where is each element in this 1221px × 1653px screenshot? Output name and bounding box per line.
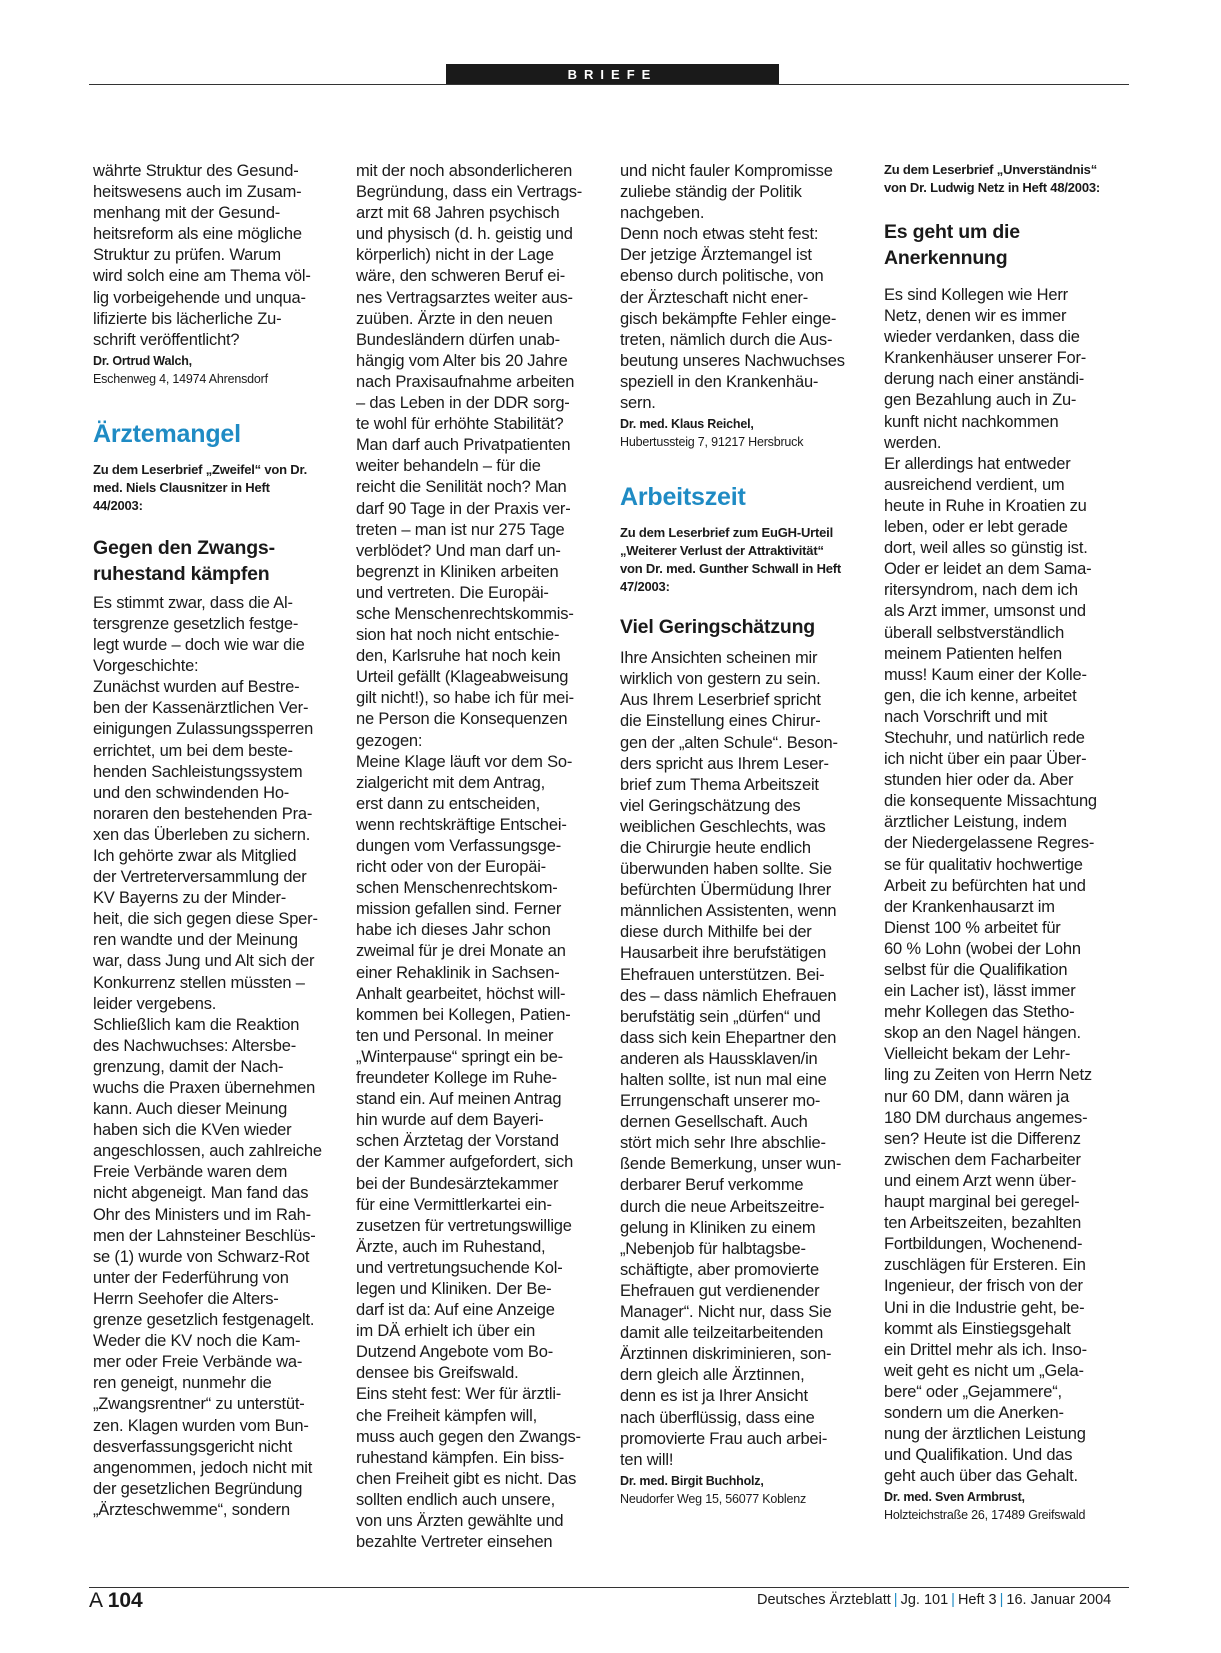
text-line: werden. [884,433,942,452]
text-line: Viel Geringschätzung [620,616,816,639]
text-line: richt oder von der Europäi- [356,858,546,877]
text-line: ebenso durch politische, von [620,267,824,286]
text-line: dernen Gesellschaft. Auch [620,1113,808,1132]
text-line: desverfassungsgericht nicht [93,1437,293,1456]
text-line: den, Karlsruhe hat noch kein [356,647,561,666]
text-line: zialgericht mit dem Antrag, [356,773,546,792]
text-line: med. Niels Clausnitzer in Heft [93,479,270,495]
text-line: Fortbildungen, Wochenend- [884,1235,1083,1254]
text-line: kunft nicht nachkommen [884,412,1059,431]
text-line: weiblichen Geschlechts, was [620,817,826,836]
text-line: ausreichend verdient, um [884,475,1065,494]
text-line: sion hat noch nicht entschie- [356,626,560,645]
text-line: ten Arbeitszeiten, bezahlten [884,1214,1082,1233]
text-line: Ehefrauen unterstützen. Bei- [620,965,825,984]
text-line: überwunden haben sollte. Sie [620,860,832,879]
text-line: ruhestand kämpfen [93,562,270,585]
text-line: Aus Ihrem Leserbrief spricht [620,691,821,710]
text-line: die konsequente Missachtung [884,792,1097,811]
text-line: Meine Klage läuft vor dem So- [356,752,573,771]
text-line: ren geneigt, nunmehr die [93,1374,272,1393]
journal-date: 16. Januar 2004 [1006,1592,1112,1608]
text-line: Dienst 100 % arbeitet für [884,918,1061,937]
text-line: Errungenschaft unserer mo- [620,1092,821,1111]
text-line: ärztlicher Leistung, indem [884,813,1067,832]
text-line: Es stimmt zwar, dass die Al- [93,593,293,612]
text-line: ein Lacher ist), lässt immer [884,982,1076,1001]
letter-reference [93,461,348,515]
text-line: errichtet, um bei dem beste- [93,741,293,760]
text-line: sondern um die Anerken- [884,1403,1064,1422]
text-line: arzt mit 68 Jahren psychisch [356,204,560,223]
text-line: nach überflüssig, dass eine [620,1408,815,1427]
text-line: schäftigte, aber promovierte [620,1260,819,1279]
text-line: grenze gesetzlich festgenagelt. [93,1311,315,1330]
text-line: henden Sachleistungssystem [93,762,303,781]
text-line: treten – man ist nur 275 Tage [356,520,565,539]
text-line: hin wurde auf dem Bayeri- [356,1111,544,1130]
text-line: denn es ist ja Ihrer Ansicht [620,1387,808,1406]
text-line: chen Freiheit gibt es nicht. Das [356,1469,577,1488]
text-line: der Krankenhausarzt im [884,897,1055,916]
text-line: – das Leben in der DDR sorg- [356,394,570,413]
text-line: ich nicht über ein paar Über- [884,750,1087,769]
text-line: befürchten Übermüdung Ihrer [620,881,832,900]
text-line: körperlich) nicht in der Lage [356,246,554,265]
text-line: kommt als Einstiegsgehalt [884,1319,1071,1338]
text-line: kann. Auch dieser Meinung [93,1100,288,1119]
text-line: gen Bezahlung auch in Zu- [884,391,1077,410]
text-line: zusetzen für vertretungswillige [356,1216,572,1235]
text-line: Ohr des Ministers und im Rah- [93,1205,311,1224]
text-line: Denn noch etwas steht fest: [620,225,819,244]
text-line: menhang mit der Gesund- [93,204,281,223]
text-line: 44/2003: [93,497,143,513]
text-line: und physisch (d. h. geistig und [356,225,573,244]
text-line: gelung in Kliniken zu einem [620,1218,816,1237]
text-line: Zu dem Leserbrief zum EuGH-Urteil [620,525,833,541]
text-line: Dutzend Angebote vom Bo- [356,1343,553,1362]
text-line: verblödet? Und man darf un- [356,541,561,560]
text-line: muss! Kaum einer der Kolle- [884,665,1087,684]
letter-text-continued [93,161,348,351]
text-line: von uns Ärzten gewählte und [356,1512,564,1530]
text-line: ten will! [620,1450,674,1469]
text-line: des Nachwuchses: Altersbe- [93,1036,296,1055]
text-line: Manager“. Nicht nur, dass Sie [620,1303,832,1322]
text-line: treten, nämlich durch die Aus- [620,330,833,349]
text-line: „Weiterer Verlust der Attraktivität“ [620,543,824,559]
letter-headline [884,219,1134,271]
text-line: wirklich von gestern zu sein. [620,670,821,689]
text-line: lifizierte bis lächerliche Zu- [93,309,282,328]
text-line: bei der Bundesärztekammer [356,1174,559,1193]
text-line: haben sich die KVen wieder [93,1121,292,1140]
text-line: als Arzt immer, umsonst und [884,602,1086,621]
text-line: einigungen Zulassungssperren [93,720,314,739]
text-line: Anhalt gearbeitet, höchst will- [356,984,566,1003]
text-line: einer Rehaklinik in Sachsen- [356,963,560,982]
text-line: ders spricht aus Ihrem Leser- [620,754,829,773]
text-line: Oder er leidet an dem Sama- [884,560,1092,579]
text-line: der Ärzteschaft nicht ener- [620,288,809,307]
text-line: dern gleich alle Ärztinnen, [620,1366,805,1385]
text-line: gen der „alten Schule“. Beson- [620,733,838,752]
text-line: halten sollte, ist nun mal eine [620,1071,827,1089]
journal-info [757,1592,1111,1608]
text-line: ritersyndrom, nach dem ich [884,581,1078,600]
letter-author: Dr. Ortrud Walch, [93,353,192,368]
text-line: Es geht um die [884,221,1020,243]
separator: | [893,1592,898,1608]
text-line: schrift veröffentlicht? [93,330,240,349]
text-line: noraren den bestehenden Pra- [93,804,313,823]
text-line: ling zu Zeiten von Herrn Netz [884,1066,1092,1085]
letter-body [884,285,1134,1487]
text-line: che Freiheit kämpfen will, [356,1406,537,1425]
text-line: heitsreform als eine mögliche [93,225,302,244]
text-line: wenn rechtskräftige Entschei- [356,815,567,834]
text-line: angeschlossen, auch zahlreiche [93,1142,322,1161]
text-line: Vorgeschichte: [93,657,199,676]
text-line: sen? Heute ist die Differenz [884,1129,1081,1148]
text-line: durch die neue Arbeitszeitre- [620,1197,825,1216]
letter-author-address: Holzteichstraße 26, 17489 Greifswald [884,1508,1086,1523]
text-line: wieder verdanken, dass die [884,328,1080,347]
text-line: Stechuhr, und natürlich rede [884,728,1085,747]
text-line: sche Menschenrechtskommis- [356,604,574,623]
text-line: Eins steht fest: Wer für ärztli- [356,1385,562,1404]
text-line: Er allerdings hat entweder [884,454,1071,473]
page-prefix: A [89,1589,102,1612]
letter-author-address: Neudorfer Weg 15, 56077 Koblenz [620,1491,807,1506]
text-line: selbst für die Qualifikation [884,961,1068,979]
text-line: zuschlägen für Ersteren. Ein [884,1256,1086,1275]
text-line: stunden hier oder da. Aber [884,771,1074,790]
text-line: der Kammer aufgefordert, sich [356,1153,574,1172]
text-line: zuüben. Ärzte in den neuen [356,309,553,328]
text-line: bere“ oder „Gejammere“, [884,1382,1062,1401]
text-line: Struktur zu prüfen. Warum [93,246,281,265]
text-line: und den schwindenden Ho- [93,783,290,802]
text-line: währte Struktur des Gesund- [93,162,299,180]
text-line: Urteil gefällt (Klageabweisung [356,668,569,687]
text-line: gilt nicht!), so habe ich für mei- [356,689,574,708]
text-line: Konkurrenz stellen müssten – [93,973,305,992]
text-line: dungen vom Verfassungsge- [356,837,562,855]
text-line: beutung unseres Nachwuchses [620,351,845,370]
text-line: darf ist da: Auf eine Anzeige [356,1301,555,1320]
text-line: gezogen: [356,731,423,750]
text-line: ruhestand kämpfen. Ein biss- [356,1448,565,1467]
journal-issue: Heft 3 [957,1592,997,1608]
text-line: derung nach einer anständi- [884,370,1085,389]
text-line: nur 60 DM, dann wären ja [884,1087,1070,1106]
text-line: nach Praxisaufnahme arbeiten [356,372,575,391]
text-line: habe ich dieses Jahr schon [356,921,551,940]
text-line: damit alle teilzeitarbeitenden [620,1324,824,1343]
text-line: xen das Überleben zu sichern. [93,825,311,844]
text-line: und vertretungsuchende Kol- [356,1258,563,1277]
text-line: tersgrenze gesetzlich festge- [93,614,299,633]
text-line: speziell in den Krankenhäu- [620,372,819,391]
text-line: mehr Kollegen das Stetho- [884,1003,1075,1022]
text-line: legt wurde – doch wie war die [93,636,305,655]
text-line: erst dann zu entscheiden, [356,794,540,813]
text-line: KV Bayerns zu der Minder- [93,889,287,908]
text-line: te wohl für erhöhte Stabilität? [356,415,564,434]
column-2 [356,161,611,1553]
text-line: die Einstellung eines Chirur- [620,712,821,731]
text-line: gisch bekämpfte Fehler einge- [620,309,837,328]
text-line: kommen bei Kollegen, Patien- [356,1005,571,1024]
text-line: Uni in die Industrie geht, be- [884,1298,1085,1317]
text-line: Vielleicht bekam der Lehr- [884,1045,1071,1064]
text-line: und einem Arzt wenn über- [884,1171,1077,1190]
text-line: zen. Klagen wurden vom Bun- [93,1416,309,1435]
text-line: und nicht fauler Kompromisse [620,162,833,180]
text-line: freundeter Kollege im Ruhe- [356,1069,557,1088]
text-line: se (1) wurde von Schwarz-Rot [93,1247,310,1266]
text-line: Ärztinnen diskriminieren, son- [620,1345,832,1364]
text-line: und Qualifikation. Und das [884,1446,1073,1465]
text-line: grenzung, damit der Nach- [93,1057,284,1076]
text-line: Zu dem Leserbrief „Zweifel“ von Dr. [93,461,308,477]
text-line: angenommen, jedoch nicht mit [93,1458,313,1477]
text-line: anderen als Haussklaven/in [620,1049,818,1068]
text-line: im DÄ erhielt ich über ein [356,1322,536,1341]
letter-reference [884,161,1134,197]
text-line: ein Drittel mehr als ich. Inso- [884,1340,1087,1359]
text-line: schen Menschenrechtskom- [356,879,558,898]
letter-body-continued [356,161,611,1553]
footer-rule [89,1587,1129,1588]
text-line: Zu dem Leserbrief „Unverständnis“ [884,162,1098,177]
letter-headline [93,535,348,587]
text-line: stand ein. Auf meinen Antrag [356,1090,562,1109]
text-line: von Dr. Ludwig Netz in Heft 48/2003: [884,180,1101,195]
text-line: derbarer Beruf verkomme [620,1176,804,1195]
text-line: stört mich sehr Ihre abschlie- [620,1134,826,1153]
text-line: Begründung, dass ein Vertrags- [356,183,583,202]
letter-author: Dr. med. Klaus Reichel, [620,417,754,432]
text-line: 47/2003: [620,579,670,595]
text-line: heitswesens auch im Zusam- [93,183,302,202]
letter-author: Dr. med. Sven Armbrust, [884,1490,1025,1505]
text-line: legen und Kliniken. Der Be- [356,1279,552,1298]
text-line: Zunächst wurden auf Bestre- [93,678,300,697]
text-line: für eine Vermittlerkartei ein- [356,1195,552,1214]
journal-name: Deutsches Ärzteblatt [757,1592,891,1608]
text-line: densee bis Greifswald. [356,1364,519,1383]
separator: | [999,1592,1004,1608]
text-line: „Zwangsrentner“ zu unterstüt- [93,1395,305,1414]
text-line: Herrn Seehofer die Alters- [93,1289,279,1308]
text-line: mer oder Freie Verbände wa- [93,1353,303,1372]
letter-author-address: Hubertussteig 7, 91217 Hersbruck [620,435,804,450]
text-line: gen, die ich kenne, arbeitet [884,686,1077,705]
text-line: Ingenieur, der frisch von der [884,1277,1083,1296]
text-line: dass sich kein Ehepartner den [620,1028,837,1047]
text-line: dort, weil alles so günstig ist. [884,539,1088,558]
text-line: „Nebenjob für halbtagsbe- [620,1239,806,1258]
text-line: Hausarbeit ihre berufstätigen [620,944,827,963]
text-line: Der jetzige Ärztemangel ist [620,246,812,265]
separator: | [951,1592,955,1608]
text-line: meinem Patienten helfen [884,644,1062,663]
text-line: „Winterpause“ springt ein be- [356,1047,563,1066]
text-line: männlichen Assistenten, wenn [620,902,837,921]
text-line: der Niedergelassene Regres- [884,834,1095,853]
text-line: 180 DM durchaus angemes- [884,1108,1088,1127]
text-line: brief zum Thema Arbeitszeit [620,775,819,794]
letter-body [93,593,348,1521]
text-line: leider vergebens. [93,994,217,1013]
text-line: Freie Verbände waren dem [93,1163,288,1182]
journal-volume: Jg. 101 [900,1592,949,1608]
text-line: Bundesländern dürfen unab- [356,330,560,349]
text-line: 60 % Lohn (wobei der Lohn [884,939,1081,958]
text-line: nicht abgeneigt. Man fand das [93,1184,309,1203]
text-line: wäre, den schweren Beruf ei- [356,267,566,286]
text-line: haupt marginal bei geregel- [884,1193,1080,1212]
text-line: Netz, denen wir es immer [884,307,1067,326]
letter-author-address: Eschenweg 4, 14974 Ahrensdorf [93,371,268,386]
letter-body-continued [620,161,875,414]
text-line: heit, die sich gegen diese Sper- [93,910,318,929]
text-line: geht auch über das Gehalt. [884,1467,1078,1486]
text-line: ßende Bemerkung, unser wun- [620,1155,842,1174]
text-line: nach Vorschrift und mit [884,707,1048,726]
text-line: war, dass Jung und Alt sich der [93,952,315,971]
text-line: berufstätig sein „dürfen“ und [620,1007,821,1026]
text-line: von Dr. med. Gunther Schwall in Heft [620,561,842,577]
text-line: begrenzt in Kliniken arbeiten [356,562,559,581]
text-line: der gesetzlichen Begründung [93,1479,303,1498]
text-line: überall selbstverständlich [884,623,1065,642]
text-line: nes Vertragsarztes weiter aus- [356,288,573,307]
letter-author: Dr. med. Birgit Buchholz, [620,1473,764,1488]
text-line: leben, oder er lebt gerade [884,518,1068,537]
text-line: und vertreten. Die Europäi- [356,583,549,602]
text-line: Krankenhäuser unserer For- [884,349,1087,368]
text-line: Ich gehörte zwar als Mitglied [93,846,297,865]
text-line: sern. [620,394,656,413]
column-1 [93,161,348,1521]
text-line: Anerkennung [884,247,1008,269]
text-line: Ihre Ansichten scheinen mir [620,649,818,668]
text-line: darf 90 Tage in der Praxis ver- [356,499,571,518]
header-rule [89,84,1129,85]
text-line: ren wandte und der Meinung [93,931,298,950]
page-number-value: 104 [107,1589,143,1612]
text-line: se für qualitativ hochwertige [884,855,1083,874]
text-line: muss auch gegen den Zwangs- [356,1427,581,1446]
text-line: lig vorbeigehende und unqua- [93,288,306,307]
text-line: Schließlich kam die Reaktion [93,1015,300,1034]
text-line: Ärzte, auch im Ruhestand, [356,1237,546,1256]
text-line: heute in Ruhe in Kroatien zu [884,496,1087,515]
text-line: zweimal für je drei Monate an [356,942,566,961]
text-line: Gegen den Zwangs- [93,536,275,559]
text-line: sollten endlich auch unsere, [356,1490,555,1509]
text-line: schen Ärztetag der Vorstand [356,1132,559,1151]
text-line: Ehefrauen gut verdienender [620,1281,820,1300]
text-line: Es sind Kollegen wie Herr [884,286,1068,304]
text-line: der Vertreterversammlung der [93,868,307,887]
text-line: viel Geringschätzung des [620,796,801,815]
text-line: skop an den Nagel hängen. [884,1024,1081,1043]
text-line: ne Person die Konsequenzen [356,710,568,729]
text-line: ten und Personal. In meiner [356,1026,554,1045]
text-line: bezahlte Vertreter einsehen [356,1533,553,1552]
text-line: weiter behandeln – für die [356,457,541,476]
text-line: reicht die Senilität noch? Man [356,478,567,497]
text-line: „Ärzteschwemme“, sondern [93,1500,290,1519]
text-line: weit geht es nicht um „Gela- [884,1361,1084,1380]
text-line: nung der ärztlichen Leistung [884,1425,1086,1444]
text-line: Man darf auch Privatpatienten [356,436,571,455]
text-line: ben der Kassenärztlichen Ver- [93,699,309,718]
section-title-aerztemangel: Ärztemangel [93,419,241,448]
letter-reference [620,524,875,596]
section-header-tab: BRIEFE [446,64,779,85]
text-line: wird solch eine am Thema völ- [93,267,311,286]
page-number [89,1589,143,1613]
text-line: Weder die KV noch die Kam- [93,1332,301,1351]
text-line: Arbeit zu befürchten hat und [884,876,1086,895]
text-line: zwischen dem Facharbeiter [884,1150,1081,1169]
section-title-arbeitszeit: Arbeitszeit [620,483,746,512]
column-3 [620,161,875,1509]
text-line: mit der noch absonderlicheren [356,162,573,180]
text-line: nachgeben. [620,204,705,223]
letter-headline [620,614,875,640]
text-line: mission gefallen sind. Ferner [356,900,562,919]
letter-body [620,648,875,1471]
text-line: des – dass nämlich Ehefrauen [620,986,837,1005]
text-line: promovierte Frau auch arbei- [620,1429,828,1448]
text-line: unter der Federführung von [93,1268,289,1287]
text-line: men der Lahnsteiner Beschlüs- [93,1226,316,1245]
text-line: diese durch Mithilfe bei der [620,923,812,942]
text-line: die Chirurgie heute endlich [620,838,811,857]
text-line: wuchs die Praxen übernehmen [93,1079,316,1097]
text-line: hängig vom Alter bis 20 Jahre [356,351,568,370]
column-4 [884,161,1134,1525]
text-line: zuliebe ständig der Politik [620,183,802,202]
